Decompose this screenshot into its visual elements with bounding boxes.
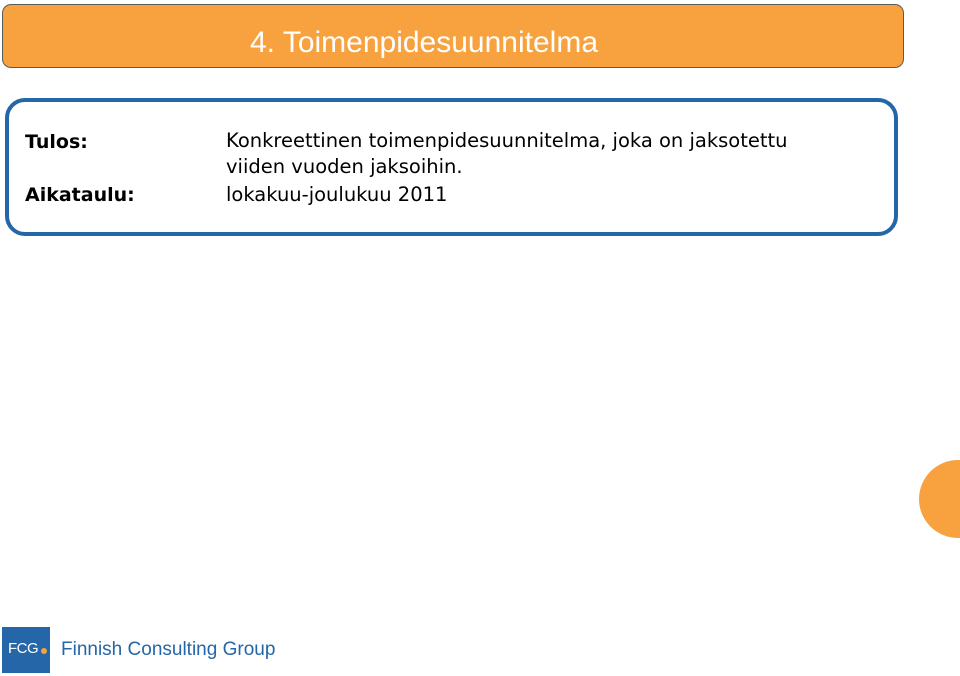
- company-name: Finnish Consulting Group: [61, 639, 276, 660]
- schedule-value: lokakuu-joulukuu 2011: [226, 183, 448, 206]
- result-line-2: viiden vuoden jaksoihin.: [226, 155, 463, 178]
- schedule-label: Aikataulu:: [25, 184, 135, 206]
- side-tab-decoration: [919, 460, 960, 538]
- slide-title: 4. Toimenpidesuunnitelma: [250, 26, 599, 59]
- result-label: Tulos:: [25, 131, 88, 153]
- result-line-1: Konkreettinen toimenpidesuunnitelma, joka on jaksotettu: [226, 129, 788, 152]
- fcg-logo-icon: [2, 627, 50, 673]
- logo-dot: [41, 648, 47, 654]
- logo-text: FCG: [8, 640, 39, 657]
- result-value: [226, 128, 788, 180]
